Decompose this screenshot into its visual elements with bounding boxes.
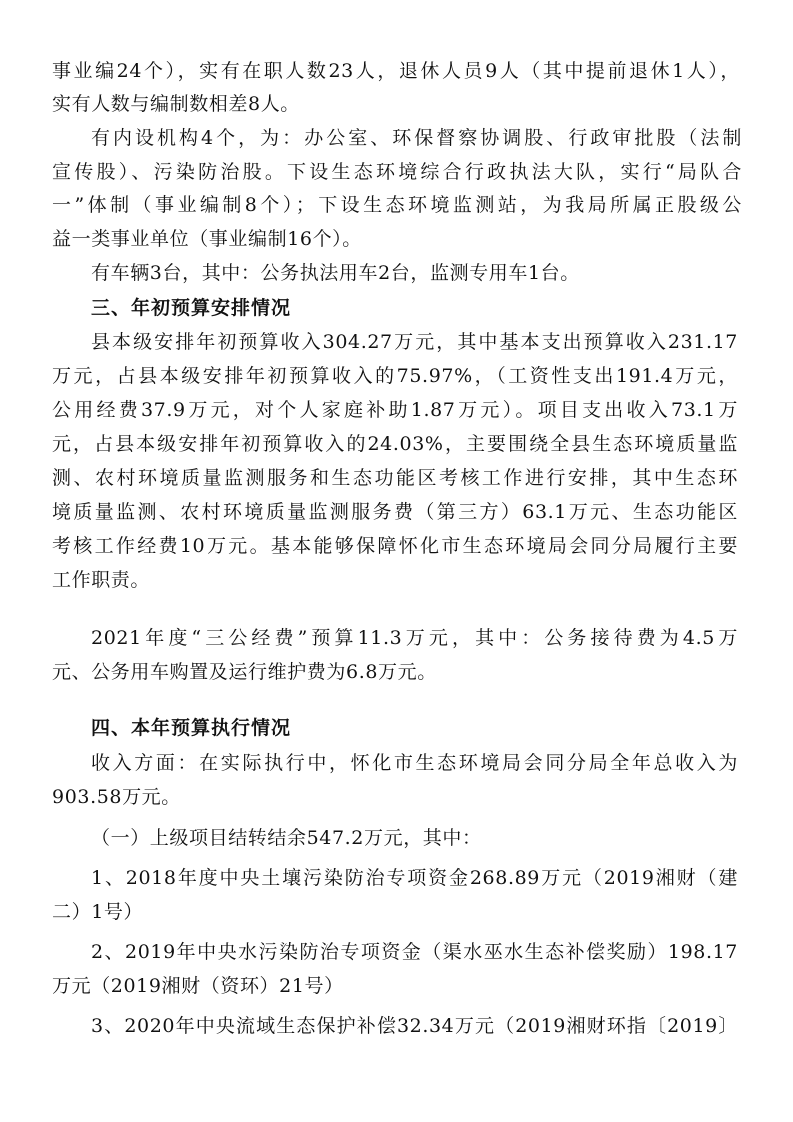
staff-text-line-2: 实有人数与编制数相差8人。	[52, 93, 300, 115]
org-text-line-2: 宣传股）、污染防治股。下设生态环境综合行政执法大队，实行“局队合	[52, 161, 742, 183]
income-line-2: 903.58万元。	[52, 786, 181, 808]
item3-line-1: 3、2020年中央流域生态保护补偿32.34万元（2019湘财环指〔2019〕	[91, 1015, 738, 1037]
three-public-line-1: 2021年度“三公经费”预算11.3万元，其中：公务接待费为4.5万	[91, 627, 738, 649]
section3-line-5: 测、农村环境质量监测服务和生态功能区考核工作进行安排，其中生态环	[52, 467, 738, 489]
section3-line-1: 县本级安排年初预算收入304.27万元，其中基本支出预算收入231.17	[91, 331, 738, 353]
vehicle-text: 有车辆3台，其中：公务执法用车2台，监测专用车1台。	[91, 262, 580, 284]
section3-line-2: 万元，占县本级安排年初预算收入的75.97%，（工资性支出191.4万元，	[52, 365, 738, 387]
section3-line-6: 境质量监测、农村环境质量监测服务费（第三方）63.1万元、生态功能区	[52, 501, 738, 523]
section3-line-8: 工作职责。	[52, 569, 151, 591]
section3-line-7: 考核工作经费10万元。基本能够保障怀化市生态环境局会同分局履行主要	[52, 535, 738, 557]
item2-line-1: 2、2019年中央水污染防治专项资金（渠水巫水生态补偿奖励）198.17	[91, 941, 738, 963]
org-text-line-4: 益一类事业单位（事业编制16个）。	[52, 228, 362, 250]
section3-line-4: 元，占县本级安排年初预算收入的24.03%，主要围绕全县生态环境质量监	[52, 433, 738, 455]
three-public-line-2: 元、公务用车购置及运行维护费为6.8万元。	[52, 661, 437, 683]
section3-heading: 三、年初预算安排情况	[91, 297, 292, 319]
section4-heading: 四、本年预算执行情况	[91, 717, 292, 739]
item2-line-2: 万元（2019湘财（资环）21号）	[52, 975, 344, 997]
subsection-1-title: （一）上级项目结转结余547.2万元，其中：	[91, 827, 482, 849]
item1-line-1: 1、2018年度中央土壤污染防治专项资金268.89万元（2019湘财（建	[91, 867, 738, 889]
staff-text-line-1: 事业编24个），实有在职人数23人，退休人员9人（其中提前退休1人），	[52, 60, 740, 82]
item1-line-2: 二）1号）	[52, 901, 144, 923]
section3-line-3: 公用经费37.9万元，对个人家庭补助1.87万元）。项目支出收入73.1万	[52, 399, 738, 421]
income-line-1: 收入方面：在实际执行中，怀化市生态环境局会同分局全年总收入为	[91, 752, 738, 774]
org-text-line-1: 有内设机构4个，为：办公室、环保督察协调股、行政审批股（法制	[91, 127, 742, 149]
org-text-line-3: 一”体制（事业编制8个）；下设生态环境监测站，为我局所属正股级公	[52, 194, 742, 216]
